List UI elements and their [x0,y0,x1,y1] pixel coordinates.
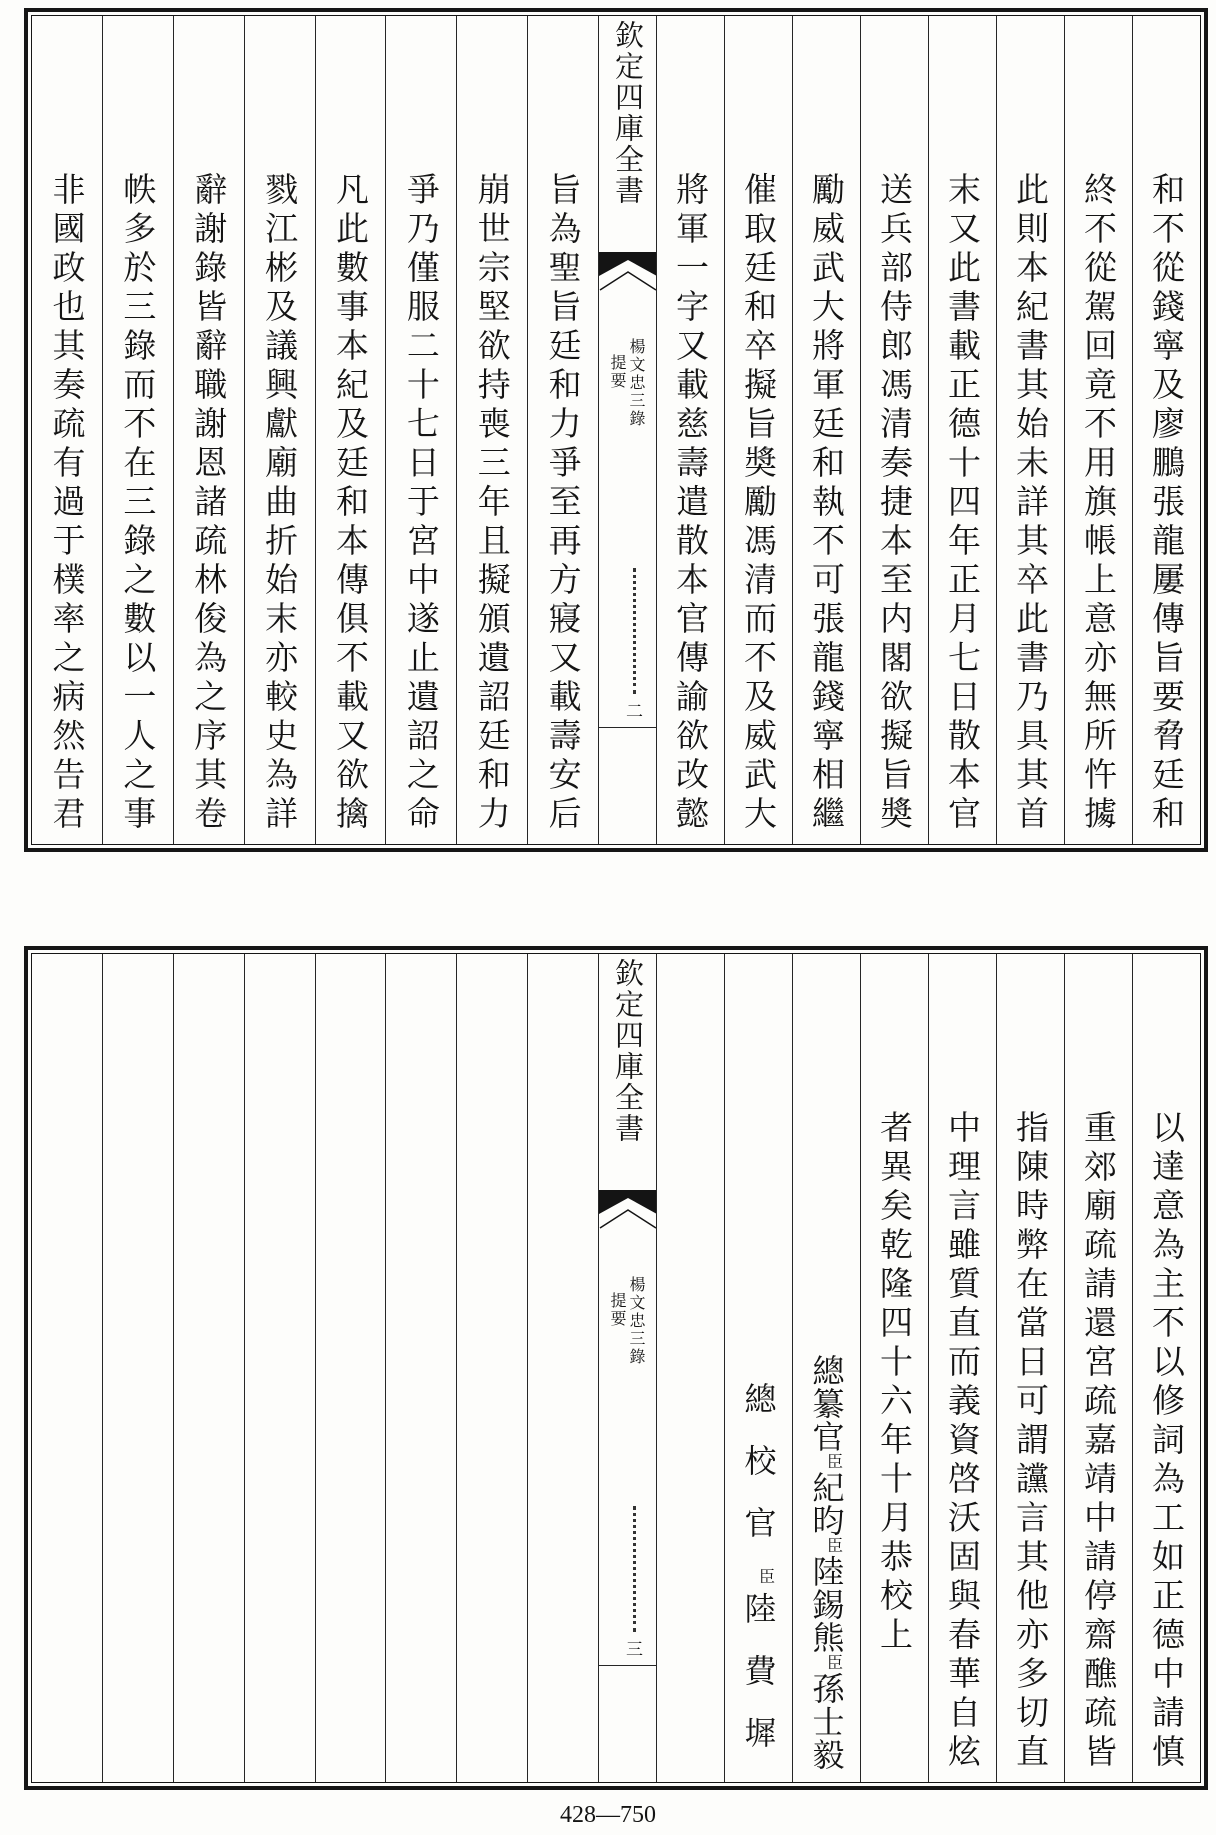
text-column [385,16,456,844]
fish-tail-mark [599,1190,656,1234]
column-text: 旨為聖旨廷和力爭至再方寢又載壽安后 [543,172,583,835]
credit-title: 總纂官 [807,1354,846,1453]
section-title: 提要 [608,354,627,390]
empty-column [32,954,102,1782]
column-text: 凡此數事本紀及廷和本傳俱不載又欲擒 [330,172,370,835]
half-page-top [24,8,1208,852]
leader-dots [633,568,636,694]
credit-title: 總校官 [739,1382,778,1568]
fish-tail-mark [599,252,656,296]
series-title: 欽定四庫全書 [611,20,645,206]
text-column [928,954,996,1782]
text-column [32,16,102,844]
honorific-mark: 臣 [824,1453,844,1471]
text-column [1064,16,1132,844]
text-column [996,954,1064,1782]
center-margin-band [598,16,656,844]
column-text: 指陳時弊在當日可謂讜言其他亦多切直 [1011,1110,1050,1773]
credit-name: 陸費墀 [739,1592,778,1778]
leader-dots [633,1506,636,1632]
column-text: 末又此書載正德十四年正月七日散本官 [943,172,982,835]
leaf-rule [599,727,656,728]
honorific-mark: 臣 [756,1568,776,1592]
text-column [928,16,996,844]
book-title: 楊文忠三錄 [627,338,646,428]
text-column [724,16,792,844]
text-column [527,16,598,844]
empty-column [173,954,244,1782]
column-text: 勵威武大將軍廷和執不可張龍錢寧相繼 [807,172,846,835]
credit-name: 孫士毅 [807,1672,846,1771]
empty-column [456,954,527,1782]
column-text: 將軍一字又載慈壽遣散本官傳諭欲改懿 [671,172,710,835]
honorific-mark: 臣 [824,1537,844,1555]
column-text: 以達意為主不以修詞為工如正德中請慎 [1147,1110,1186,1773]
column-text: 辭謝錄皆辭職謝恩諸疏林俊為之序其卷 [189,172,229,835]
text-column [860,954,928,1782]
column-text: 此則本紀書其始未詳其卒此書乃具其首 [1011,172,1050,835]
column-text: 催取廷和卒擬旨奬勵馮清而不及威武大 [739,172,778,835]
empty-column [656,954,724,1782]
column-text: 者異矣乾隆四十六年十月恭校上 [875,1110,914,1656]
center-margin-band [598,954,656,1782]
text-column [173,16,244,844]
leaf-number: 三 [626,1640,643,1660]
empty-column [385,954,456,1782]
column-text: 中理言雖質直而義資啓沃固與春華自炫 [943,1110,982,1773]
text-column [792,16,860,844]
text-column [1064,954,1132,1782]
credit-column-compilers [792,954,860,1782]
proofreader-credit [739,1382,778,1778]
column-text: 爭乃僅服二十七日于宮中遂止遺詔之命 [401,172,441,835]
series-title: 欽定四庫全書 [611,958,645,1144]
page-frame [31,15,1201,845]
column-text: 非國政也其奏疏有過于樸率之病然告君 [47,172,87,835]
leaf-rule [599,1665,656,1666]
book-title: 楊文忠三錄 [627,1276,646,1366]
empty-column [244,954,315,1782]
empty-column [527,954,598,1782]
credit-name: 紀昀 [807,1471,846,1537]
text-column [656,16,724,844]
column-text: 和不從錢寧及廖鵬張龍屢傳旨要脅廷和 [1147,172,1186,835]
column-text: 戮江彬及議興獻廟曲折始末亦較史為詳 [260,172,300,835]
text-column [996,16,1064,844]
section-title: 提要 [608,1292,627,1328]
credit-column-proofreader [724,954,792,1782]
half-page-bottom [24,946,1208,1790]
leaf-number: 二 [626,702,643,722]
column-text: 重郊廟疏請還宮疏嘉靖中請停齋醮疏皆 [1079,1110,1118,1773]
text-column [244,16,315,844]
text-column [102,16,173,844]
text-column [315,16,386,844]
honorific-mark: 臣 [824,1654,844,1672]
compilers-credit [807,1354,846,1771]
page-number: 428—750 [560,1802,656,1828]
text-column [860,16,928,844]
text-column [1132,954,1200,1782]
text-column [1132,16,1200,844]
column-text: 崩世宗堅欲持喪三年且擬頒遺詔廷和力 [472,172,512,835]
column-text: 送兵部侍郎馮清奏捷本至内閣欲擬旨奬 [875,172,914,835]
column-text: 終不從駕回竟不用旗帳上意亦無所忤㩀 [1079,172,1118,835]
column-text: 帙多於三錄而不在三錄之數以一人之事 [118,172,158,835]
page-frame [31,953,1201,1783]
empty-column [102,954,173,1782]
text-column [456,16,527,844]
credit-name: 陸錫熊 [807,1555,846,1654]
empty-column [315,954,386,1782]
